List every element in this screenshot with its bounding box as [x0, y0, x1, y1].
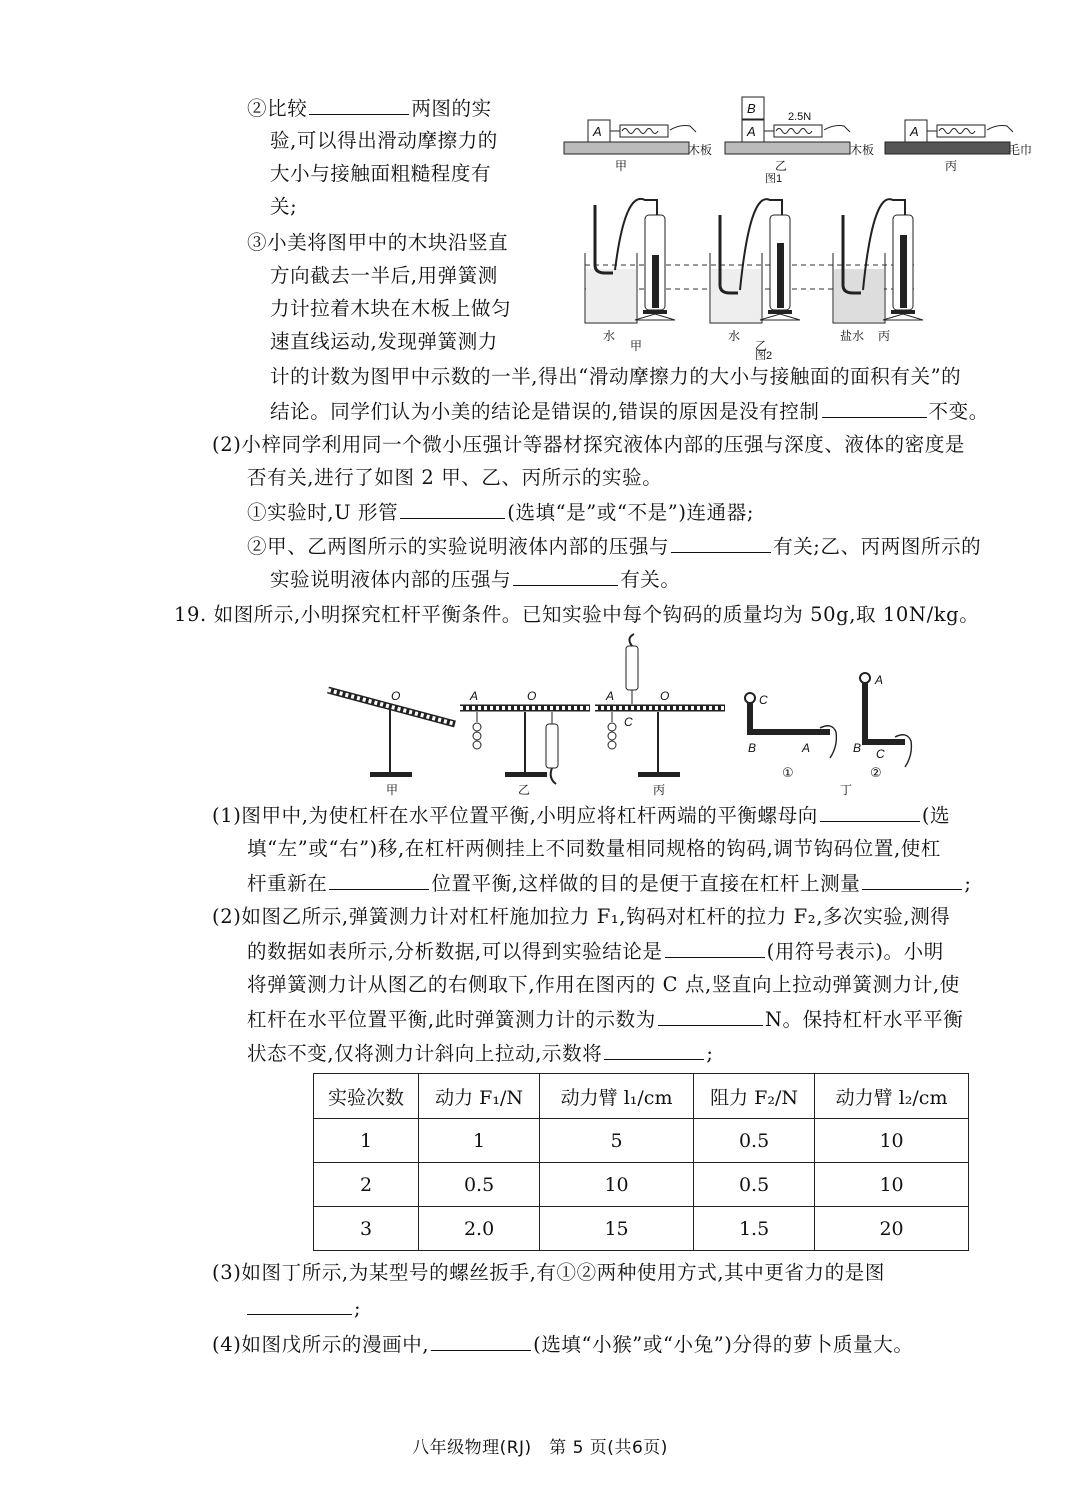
fig1-jia-label: 甲	[615, 159, 628, 173]
block-a-label: A	[747, 124, 756, 139]
q19-s2-line4: 杠杆在水平位置平衡,此时弹簧测力计的示数为 N。保持杠杆水平平衡	[247, 1005, 963, 1034]
q18-s2-line1: (2)小梓同学利用同一个微小压强计等器材探究液体内部的压强与深度、液体的密度是	[212, 433, 966, 456]
table-cell: 0.5	[419, 1163, 540, 1207]
point-b-label: B	[748, 741, 757, 755]
experiment-data-table	[313, 1073, 969, 1251]
figure-1-friction	[560, 92, 1040, 184]
table-cell: 2.0	[419, 1207, 540, 1251]
q19-s1-line1: (1)图甲中,为使杠杆在水平位置平衡,小明应将杠杆两端的平衡螺母向 (选	[212, 801, 950, 830]
q19-s3-line1: (3)如图丁所示,为某型号的螺丝扳手,有①②两种使用方式,其中更省力的是图	[212, 1261, 885, 1284]
table-cell: 10	[815, 1119, 969, 1163]
q18-s2-q2-cont: 实验说明液体内部的压强与 有关。	[270, 565, 681, 594]
fig2-jia-label: 甲	[630, 339, 643, 353]
q18-p2-line1: ②比较 两图的实	[247, 94, 492, 123]
q18-s2-q2: ②甲、乙两图所示的实验说明液体内部的压强与 有关;乙、丙两图所示的	[247, 532, 981, 561]
answer-blank[interactable]	[513, 565, 618, 586]
table-header-cell: 阻力 F₂/N	[693, 1074, 814, 1119]
pivot-o-label: O	[391, 689, 401, 703]
q19-s2-line2: 的数据如表所示,分析数据,可以得到实验结论是 (用符号表示)。小明	[247, 937, 944, 966]
water-label: 水	[728, 329, 741, 343]
answer-blank[interactable]	[604, 1039, 704, 1060]
q19-s1-line2: 填“左”或“右”)移,在杠杆两侧挂上不同数量相同规格的钩码,调节钩码位置,使杠	[247, 837, 941, 860]
table-header-cell: 动力 F₁/N	[419, 1074, 540, 1119]
block-b-label: B	[747, 101, 756, 116]
fig3-ding-label: 丁	[840, 783, 853, 797]
board-label: 木板	[688, 143, 713, 157]
q18-p3-line1: ③小美将图甲中的木块沿竖直	[247, 231, 509, 254]
answer-blank[interactable]	[862, 869, 962, 890]
table-cell: 0.5	[693, 1119, 814, 1163]
fig1-caption: 图1	[765, 173, 783, 184]
q19-s4-line: (4)如图戊所示的漫画中, (选填“小猴”或“小兔”)分得的萝卜质量大。	[212, 1330, 913, 1359]
pivot-o-label: O	[660, 689, 670, 703]
table-cell: 10	[540, 1163, 694, 1207]
table-row	[314, 1207, 969, 1251]
usage-1-label: ①	[782, 765, 794, 780]
q18-p2-line4: 关;	[270, 195, 298, 218]
q18-p3-line5: 计的计数为图甲中示数的一半,得出“滑动摩擦力的大小与接触面的面积有关”的	[270, 365, 962, 388]
point-b-label: B	[853, 741, 862, 755]
q18-s2-line2: 否有关,进行了如图 2 甲、乙、丙所示的实验。	[247, 466, 663, 489]
fig2-bing-label: 丙	[878, 329, 891, 343]
fig3-bing-label: 丙	[653, 783, 666, 797]
table-cell: 2	[314, 1163, 419, 1207]
point-c-label: C	[759, 693, 768, 707]
table-row	[314, 1163, 969, 1207]
table-cell: 1	[419, 1119, 540, 1163]
table-header-cell: 动力臂 l₁/cm	[540, 1074, 694, 1119]
fig2-caption: 图2	[755, 350, 773, 360]
q19-s2-line5: 状态不变,仅将测力计斜向上拉动,示数将 ;	[247, 1039, 713, 1068]
table-row	[314, 1119, 969, 1163]
table-cell: 1	[314, 1119, 419, 1163]
q18-p3-line3: 力计拉着木块在木板上做匀	[270, 297, 512, 320]
q18-p2-line3: 大小与接触面粗糙程度有	[270, 162, 492, 185]
q18-p3-line2: 方向截去一半后,用弹簧测	[270, 264, 498, 287]
table-header-cell: 动力臂 l₂/cm	[815, 1074, 969, 1119]
table-cell: 5	[540, 1119, 694, 1163]
answer-blank[interactable]	[820, 801, 920, 822]
answer-blank[interactable]	[822, 397, 927, 418]
board-label: 木板	[850, 143, 875, 157]
answer-blank[interactable]	[400, 498, 505, 519]
q19-s1-line3: 杆重新在 位置平衡,这样做的目的是便于直接在杠杆上测量 ;	[247, 869, 971, 898]
point-a-label: A	[875, 673, 884, 687]
table-header-cell: 实验次数	[314, 1074, 419, 1119]
pivot-o-label: O	[527, 689, 537, 703]
point-a-label: A	[802, 741, 811, 755]
q19-s2-line3: 将弹簧测力计从图乙的右侧取下,作用在图丙的 C 点,竖直向上拉动弹簧测力计,使	[247, 973, 960, 996]
fig1-yi-label: 乙	[775, 159, 788, 173]
point-a-label: A	[470, 689, 479, 703]
force-reading: 2.5N	[788, 111, 812, 123]
answer-blank[interactable]	[431, 1330, 531, 1351]
block-a-label: A	[910, 124, 919, 139]
answer-blank[interactable]	[247, 1294, 352, 1315]
answer-blank[interactable]	[309, 94, 409, 115]
answer-blank[interactable]	[658, 1005, 763, 1026]
table-cell: 3	[314, 1207, 419, 1251]
usage-2-label: ②	[870, 765, 882, 780]
page-footer: 八年级物理(RJ) 第 5 页(共6页)	[412, 1438, 668, 1458]
q19-s2-line1: (2)如图乙所示,弹簧测力计对杠杆施加拉力 F₁,钩码对杠杆的拉力 F₂,多次实验,测得	[212, 905, 951, 928]
fig3-yi-label: 乙	[518, 783, 531, 797]
table-header-row	[314, 1074, 969, 1119]
towel-label: 毛巾	[1008, 143, 1033, 157]
table-cell: 1.5	[693, 1207, 814, 1251]
table-cell: 15	[540, 1207, 694, 1251]
answer-blank[interactable]	[665, 937, 765, 958]
answer-blank[interactable]	[671, 532, 771, 553]
answer-blank[interactable]	[329, 869, 429, 890]
table-cell: 0.5	[693, 1163, 814, 1207]
q18-s2-q1: ①实验时,U 形管 (选填“是”或“不是”)连通器;	[247, 498, 754, 527]
fig1-bing-label: 丙	[945, 159, 958, 173]
point-c-label: C	[624, 715, 633, 729]
water-label: 水	[603, 329, 616, 343]
q19-stem: 19. 如图所示,小明探究杠杆平衡条件。已知实验中每个钩码的质量均为 50g,取 10N/kg。	[174, 603, 980, 626]
table-cell: 10	[815, 1163, 969, 1207]
table-cell: 20	[815, 1207, 969, 1251]
block-a-label: A	[593, 124, 602, 139]
point-a-label: A	[606, 689, 615, 703]
figure-3-levers	[320, 632, 920, 802]
q18-p2-line2: 验,可以得出滑动摩擦力的	[270, 129, 498, 152]
fig2-yi-label: 乙	[755, 339, 768, 353]
fig3-jia-label: 甲	[386, 783, 399, 797]
saltwater-label: 盐水	[840, 329, 865, 343]
q19-s3-line2: ;	[245, 1294, 361, 1323]
q18-p3-line6: 结论。同学们认为小美的结论是错误的,错误的原因是没有控制 不变。	[270, 397, 989, 426]
figure-2-pressure	[575, 185, 935, 360]
q18-p3-line4: 速直线运动,发现弹簧测力	[270, 330, 498, 353]
point-c-label: C	[876, 747, 885, 761]
